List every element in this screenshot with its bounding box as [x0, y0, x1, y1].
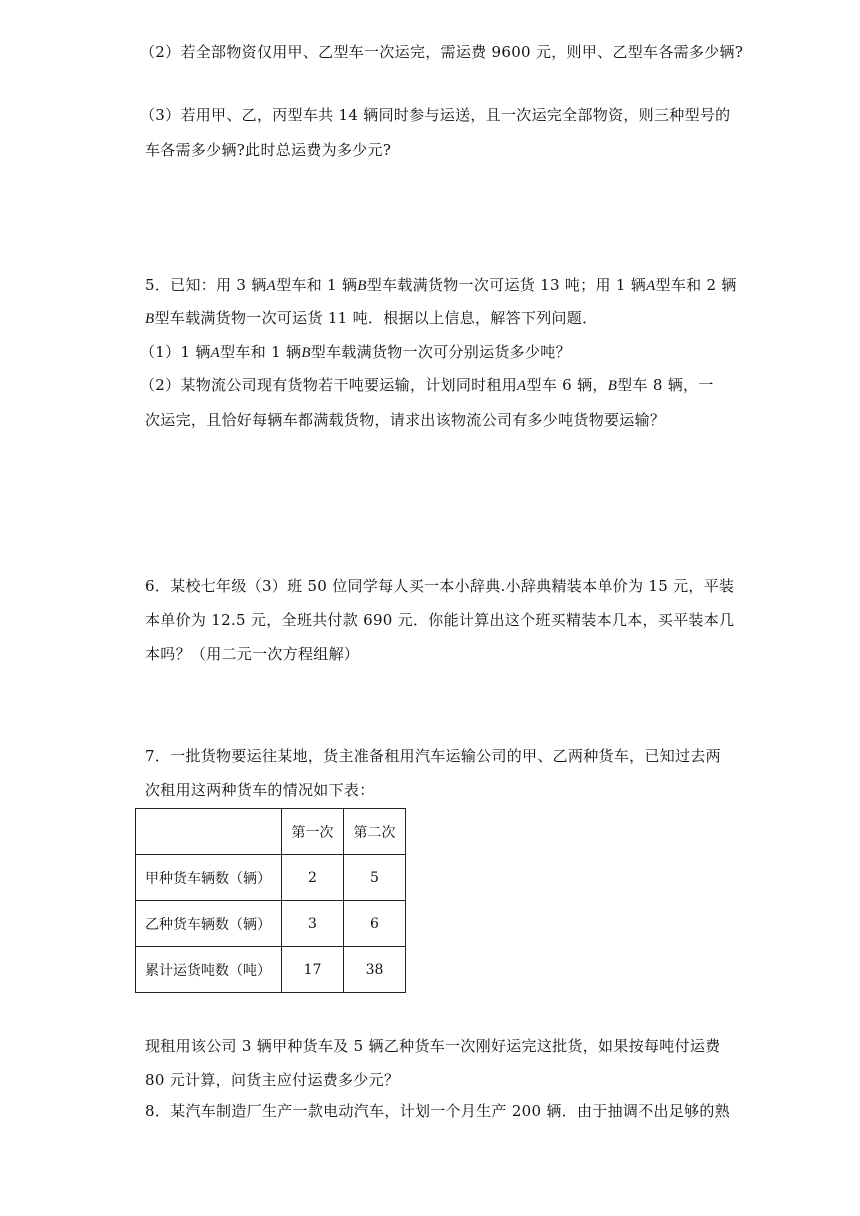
q7-line4: 80 元计算，问货主应付运费多少元？	[145, 1071, 400, 1089]
q5-var-a: A	[210, 345, 221, 361]
q5-text: 型车和 2 辆	[655, 276, 737, 294]
q5-var-a: A	[266, 278, 277, 294]
q7-line2: 次租用这两种货车的情况如下表：	[145, 781, 375, 799]
q8-line1: 8．某汽车制造厂生产一款电动汽车，计划一个月生产 200 辆．由于抽调不出足够的熟	[145, 1102, 731, 1120]
q4-part3-line1: （3）若用甲、乙，丙型车共 14 辆同时参与运送，且一次运完全部物资，则三种型号的	[140, 106, 731, 124]
q5-text: 型车载满货物一次可运货 11 吨．根据以上信息，解答下列问题．	[154, 309, 598, 327]
table-row-label: 甲种货车辆数（辆）	[136, 855, 282, 901]
table-cell: 5	[344, 855, 406, 901]
q6-line2: 本单价为 12.5 元，全班共付款 690 元．你能计算出这个班买精装本几本，买平装本几	[145, 611, 735, 629]
table-cell: 3	[282, 901, 344, 947]
q5-text: 型车载满货物一次可分别运货多少吨？	[310, 343, 571, 361]
q5-var-a: A	[517, 378, 527, 394]
q5-var-b: B	[357, 278, 367, 294]
q6-line3: 本吗？（用二元一次方程组解）	[145, 645, 360, 663]
q7-line3: 现租用该公司 3 辆甲种货车及 5 辆乙种货车一次刚好运完这批货，如果按每吨付运费	[145, 1037, 721, 1055]
table-cell: 38	[344, 947, 406, 993]
q5-var-b: B	[607, 378, 618, 394]
table-cell: 17	[282, 947, 344, 993]
table-row	[136, 901, 406, 947]
q5-line1	[145, 274, 737, 297]
q5-text: 5．已知：用 3 辆	[145, 276, 267, 294]
table-header-cell: 第一次	[282, 809, 344, 855]
q5-var-b: B	[301, 345, 311, 361]
q7-line1: 7．一批货物要运往某地，货主准备租用汽车运输公司的甲、乙两种货车，已知过去两	[145, 747, 721, 765]
q5-part2-line2: 次运完，且恰好每辆车都满载货物，请求出该物流公司有多少吨货物要运输？	[145, 411, 666, 429]
q5-text: （2）某物流公司现有货物若干吨要运输，计划同时租用	[140, 376, 518, 394]
q5-line2	[145, 307, 597, 330]
table-row	[136, 947, 406, 993]
q6-line1: 6．某校七年级（3）班 50 位同学每人买一本小辞典.小辞典精装本单价为 15 元，平装	[145, 577, 735, 595]
q5-part1	[140, 341, 571, 364]
table-header-cell: 第二次	[344, 809, 406, 855]
q4-part2: （2）若全部物资仅用甲、乙型车一次运完，需运费 9600 元，则甲、乙型车各需多少辆?	[140, 43, 744, 61]
table-row-label: 乙种货车辆数（辆）	[136, 901, 282, 947]
table-header-cell	[136, 809, 282, 855]
q5-var-a: A	[646, 278, 656, 294]
q5-var-b: B	[145, 311, 155, 327]
q5-text: 型车 6 辆，	[526, 376, 608, 394]
q4-part3-line2: 车各需多少辆?此时总运费为多少元?	[145, 141, 392, 159]
table-header-row	[136, 809, 406, 855]
freight-table	[135, 808, 406, 993]
table-row	[136, 855, 406, 901]
q5-part2-line1	[140, 374, 714, 397]
q5-text: （1）1 辆	[140, 343, 211, 361]
table-cell: 2	[282, 855, 344, 901]
q5-text: 型车和 1 辆	[276, 276, 358, 294]
q5-text: 型车载满货物一次可运货 13 吨；用 1 辆	[366, 276, 647, 294]
table-cell: 6	[344, 901, 406, 947]
q5-text: 型车 8 辆，一	[617, 376, 714, 394]
table-row-label: 累计运货吨数（吨）	[136, 947, 282, 993]
q5-text: 型车和 1 辆	[220, 343, 302, 361]
